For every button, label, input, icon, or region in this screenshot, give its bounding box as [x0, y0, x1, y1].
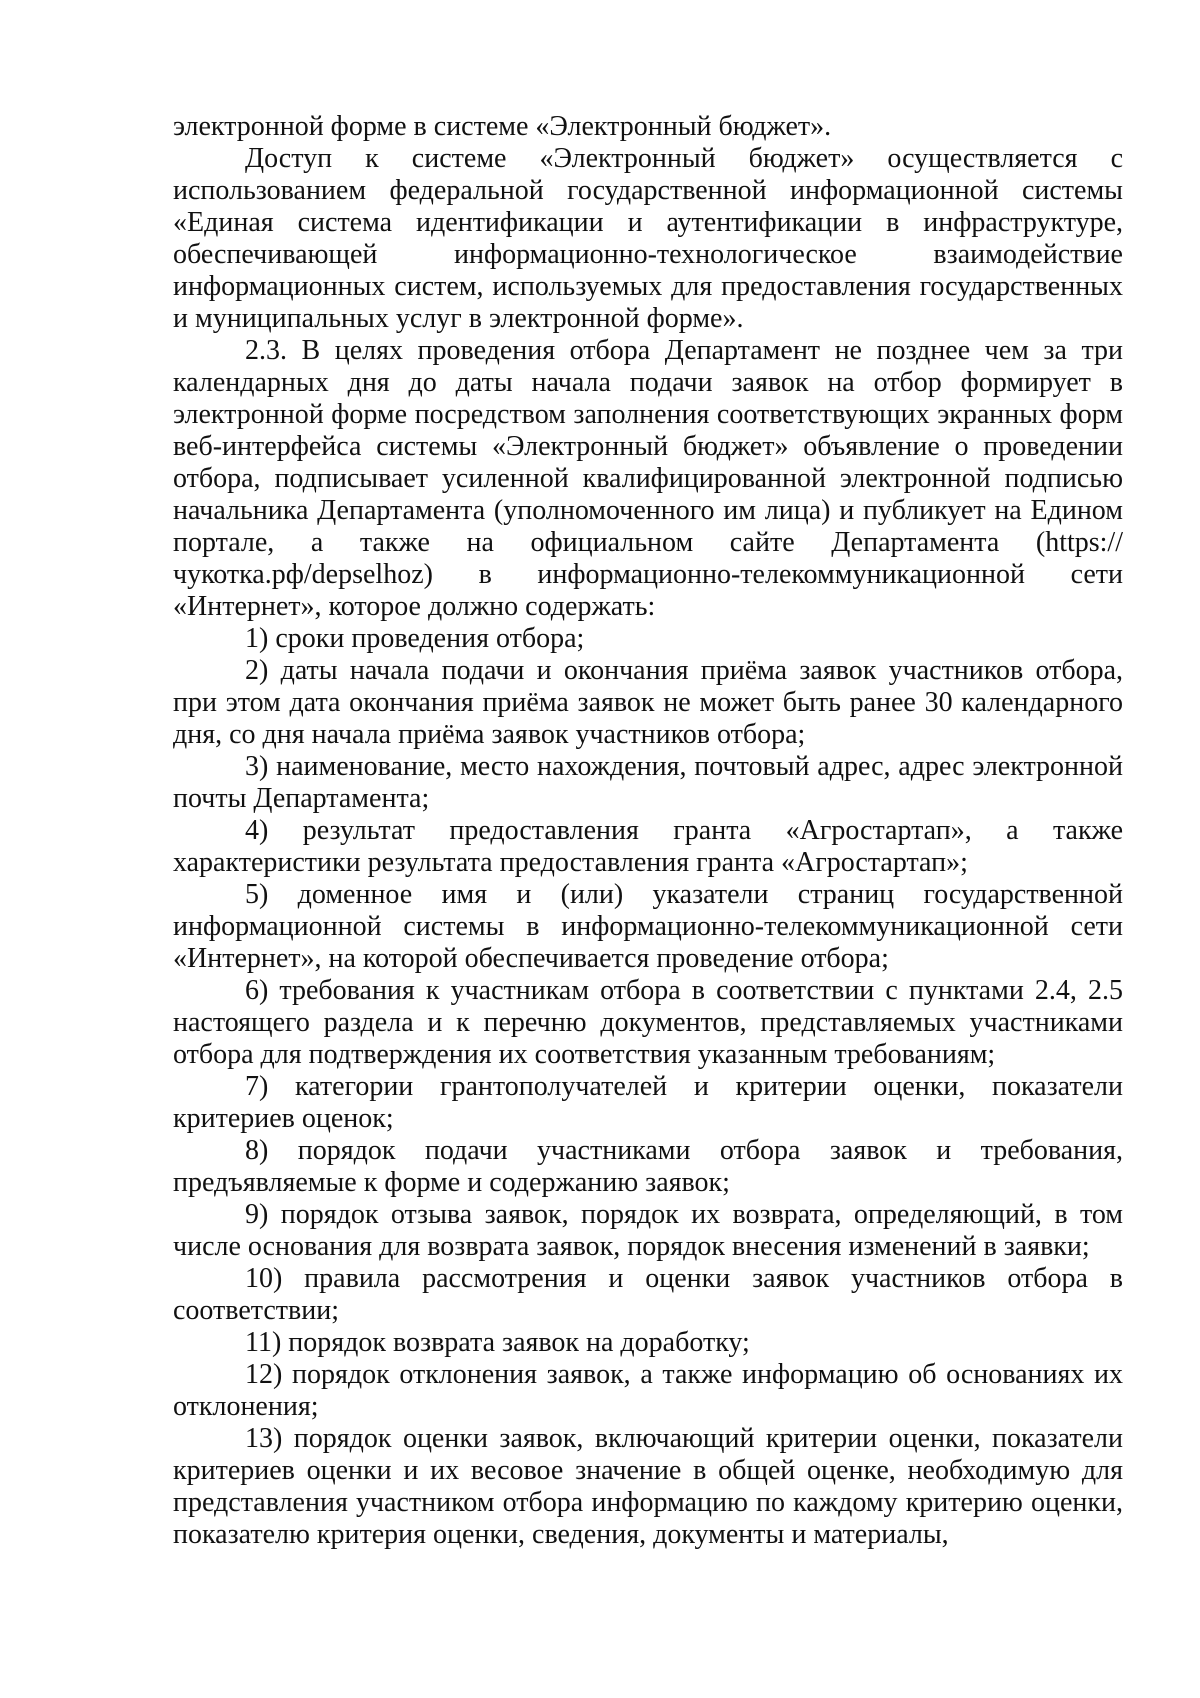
list-item-12: 12) порядок отклонения заявок, а также информацию об основаниях их отклонения;	[173, 1359, 1123, 1422]
paragraph-2-3: 2.3. В целях проведения отбора Департамент не позднее чем за три календарных дня до даты начала подачи заявок на отбор формирует в электронной форме посредством заполнения соответствующих экранных форм веб-интерфейса системы «Электронный бюджет» объявление о проведении отбора, подписывает усиленной квалифицированной электронной подписью начальника Департамента (уполномоченного им лица) и публикует на Едином портале, а также на официальном сайте Департамента (https://чукотка.рф/depselhoz) в информационно-телекоммуникационной сети «Интернет», которое должно содержать:	[173, 335, 1123, 622]
list-item-3: 3) наименование, место нахождения, почтовый адрес, адрес электронной почты Департамента;	[173, 751, 1123, 814]
document-page	[173, 111, 1123, 1551]
list-item-1: 1) сроки проведения отбора;	[245, 623, 585, 654]
list-item-10: 10) правила рассмотрения и оценки заявок участников отбора в соответствии;	[173, 1263, 1123, 1326]
list-item-8: 8) порядок подачи участниками отбора заявок и требования, предъявляемые к форме и содержанию заявок;	[173, 1135, 1123, 1198]
list-item-11: 11) порядок возврата заявок на доработку;	[245, 1327, 750, 1358]
list-item-2: 2) даты начала подачи и окончания приёма заявок участников отбора, при этом дата окончания приёма заявок не может быть ранее 30 календарного дня, со дня начала приёма заявок участников отбора;	[173, 655, 1123, 750]
list-item-13: 13) порядок оценки заявок, включающий критерии оценки, показатели критериев оценки и их весовое значение в общей оценке, необходимую для представления участником отбора информацию по каждому критерию оценки, показателю критерия оценки, сведения, документы и материалы,	[173, 1423, 1123, 1550]
list-item-4: 4) результат предоставления гранта «Агростартап», а также характеристики результата предоставления гранта «Агростартап»;	[173, 815, 1123, 878]
list-item-6: 6) требования к участникам отбора в соответствии с пунктами 2.4, 2.5 настоящего раздела и к перечню документов, представляемых участниками отбора для подтверждения их соответствия указанным требованиям;	[173, 975, 1123, 1070]
list-item-7: 7) категории грантополучателей и критерии оценки, показатели критериев оценок;	[173, 1071, 1123, 1134]
paragraph-access: Доступ к системе «Электронный бюджет» осуществляется с использованием федеральной государственной информационной системы «Единая система идентификации и аутентификации в инфраструктуре, обеспечивающей информационно-технологическое взаимодействие информационных систем, используемых для предоставления государственных и муниципальных услуг в электронной форме».	[173, 143, 1123, 334]
paragraph-continuation: электронной форме в системе «Электронный бюджет».	[173, 111, 832, 142]
list-item-5: 5) доменное имя и (или) указатели страниц государственной информационной системы в информационно-телекоммуникационной сети «Интернет», на которой обеспечивается проведение отбора;	[173, 879, 1123, 974]
list-item-9: 9) порядок отзыва заявок, порядок их возврата, определяющий, в том числе основания для возврата заявок, порядок внесения изменений в заявки;	[173, 1199, 1123, 1262]
